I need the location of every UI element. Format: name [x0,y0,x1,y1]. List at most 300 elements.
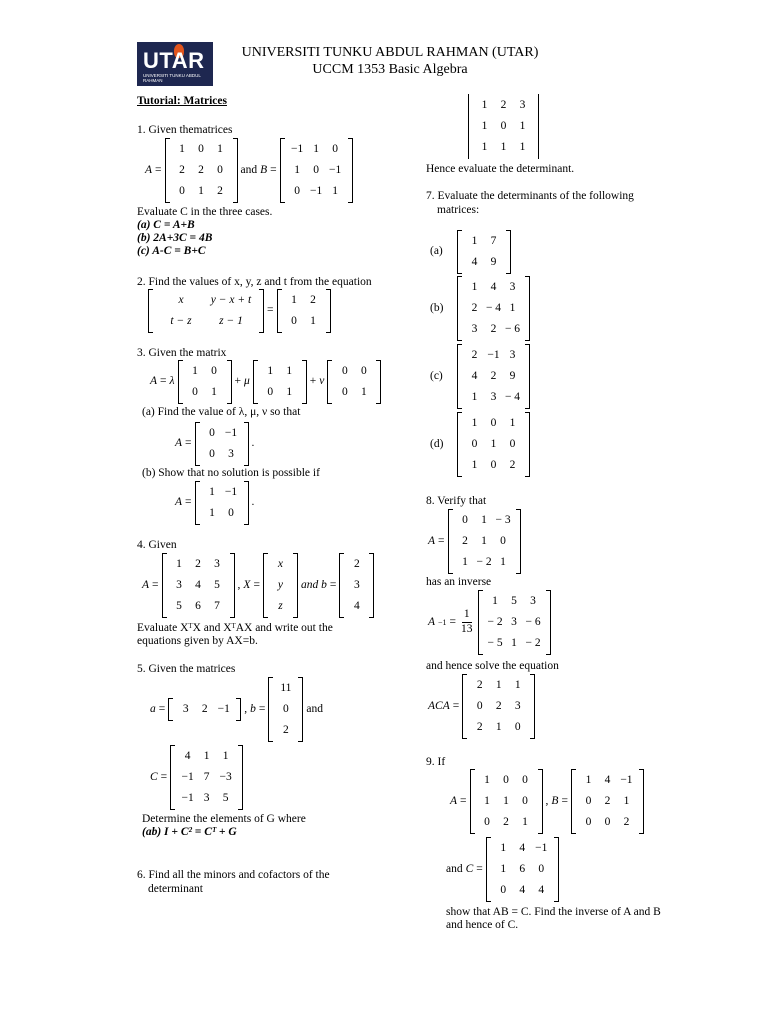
q3-matrix-3 [327,360,381,404]
q8-inverse-equation: A −1 = $\frac{1}{13}$ 1 5 3 − 2 3 − 6 − 5 1 − 2 [428,590,551,655]
matrix-entry: 1 [484,774,490,786]
q4-intro: 4. Given [137,539,177,551]
matrix-entry: 0 [500,120,507,132]
matrix-entry: − 6 [504,323,521,335]
matrix-grid [153,289,259,333]
bracket-right [244,481,249,525]
matrix-entry: 1 [217,143,223,155]
matrix-entry: 0 [514,721,521,733]
matrix-entry: 0 [209,448,215,460]
matrix-entry: − 4 [504,391,521,403]
matrix-entry: 7 [490,235,497,247]
q6-after: Hence evaluate the determinant. [426,163,575,175]
matrix-entry: 1 [471,391,478,403]
matrix-entry: 2 [201,703,208,715]
matrix-entry: 2 [490,370,497,382]
q7-item-c [430,344,530,409]
matrix-entry: 1 [209,486,215,498]
q7-matrix-a [457,230,511,274]
matrix-entry: 1 [490,438,497,450]
matrix-grid [200,422,244,466]
matrix-entry: 1 [462,556,468,568]
q9-text-2: and hence of C. [446,919,519,931]
q5-matrix-a [168,698,241,721]
matrix-entry: 4 [538,884,545,896]
bracket-right [525,412,530,477]
matrix-entry: 0 [509,438,516,450]
matrix-grid [167,553,230,618]
matrix-entry: 1 [500,863,507,875]
bracket-right [238,745,243,810]
matrix-grid [483,590,546,655]
matrix-entry: 1 [503,795,509,807]
matrix-entry: 3 [176,579,182,591]
university-title: UNIVERSITI TUNKU ABDUL RAHMAN (UTAR) [241,45,539,60]
q7-item-a [430,230,511,274]
matrix-entry: − 2 [525,637,541,649]
matrix-entry: 0 [228,507,234,519]
bracket-right [525,276,530,341]
matrix-entry: x [178,294,184,306]
matrix-entry: − 5 [487,637,503,649]
matrix-entry: 3 [228,448,234,460]
matrix-entry: 0 [198,143,204,155]
matrix-entry: 1 [509,302,516,314]
matrix-entry: 2 [503,816,509,828]
q9-matrix-C [486,837,559,902]
matrix-entry: 4 [519,842,526,854]
matrix-grid [462,276,525,341]
q9-matrix-B [571,769,644,834]
matrix-entry: 3 [214,558,220,570]
matrix-entry: 3 [509,281,516,293]
q5-c-equation: C = 4 1 1 −1 7 −3 −1 3 5 [150,745,243,810]
q8-frac-den: 13 [461,623,473,635]
matrix-entry: 1 [522,816,528,828]
q7-item-d [430,412,530,477]
bracket-right [369,553,374,618]
q8-A-equation: A = 0 1 − 3 2 1 0 1 − 2 1 [428,509,521,574]
matrix-entry: 3 [519,99,526,111]
matrix-entry: 1 [198,185,204,197]
matrix-entry: − 3 [495,514,511,526]
matrix-entry: 1 [500,556,506,568]
q2-intro: 2. Find the values of x, y, z and t from the equation [137,276,372,288]
q1-instruction: Evaluate C in the three cases. [137,206,273,218]
q9-matrix-A [470,769,543,834]
bracket-right [506,230,511,274]
matrix-entry: t − z [170,315,192,327]
q6-determinant [468,94,539,159]
matrix-entry: 3 [530,595,536,607]
matrix-entry: 0 [484,816,490,828]
matrix-entry: 1 [481,535,487,547]
bracket-right [227,360,232,404]
matrix-entry: 0 [291,315,297,327]
q3-matrix-Aa [195,422,249,466]
q1-case-b: (b) 2A+3C = 4B [137,232,213,244]
matrix-entry: 2 [623,816,630,828]
matrix-entry: z − 1 [219,315,243,327]
matrix-entry: 1 [519,141,526,153]
matrix-entry: −1 [487,349,500,361]
matrix-entry: − 2 [476,556,492,568]
matrix-entry: 0 [332,143,339,155]
q1-matrix-B [280,138,353,203]
bracket-right [298,677,303,742]
matrix-entry: 2 [198,164,204,176]
matrix-grid [183,360,227,404]
matrix-entry: 1 [495,679,502,691]
q4-matrix-A [162,553,235,618]
matrix-entry: 1 [481,120,488,132]
bracket-right [516,509,521,574]
tutorial-title: Tutorial: Matrices [137,95,227,107]
matrix-entry: 4 [519,884,526,896]
matrix-grid [467,674,530,739]
matrix-entry: 0 [283,703,289,715]
matrix-entry: 1 [471,459,478,471]
matrix-grid [285,138,348,203]
q4-equation: A = 1 2 3 3 4 5 5 6 7 , X = x y z and b = 2 3 4 [142,553,374,618]
q3-b-equation: A = 1 −1 1 0 . [175,481,254,525]
q2-matrix-left [148,289,264,333]
matrix-entry: 1 [286,386,293,398]
q3-equation: A = λ 1 0 0 1 + μ 1 1 0 1 + ν 0 0 0 1 [150,360,381,404]
q9-and: and [446,862,463,875]
matrix-entry: 2 [509,459,516,471]
matrix-entry: 1 [495,721,502,733]
matrix-entry: 2 [604,795,611,807]
q5-text-2: (ab) I + C² = Cᵀ + G [142,826,237,838]
matrix-entry: y − x + t [210,294,252,306]
matrix-grid [576,769,639,834]
matrix-entry: 0 [500,535,506,547]
q8-frac-num: 1 [462,608,472,623]
matrix-entry: 0 [471,438,478,450]
matrix-entry: 1 [179,143,185,155]
matrix-entry: 0 [211,365,217,377]
matrix-entry: −1 [181,792,194,804]
bracket-right [530,674,535,739]
matrix-grid [491,837,554,902]
q7-matrix-b [457,276,530,341]
matrix-entry: x [277,558,283,570]
matrix-entry: 1 [471,281,478,293]
q3-part-b: (b) Show that no solution is possible if [142,467,320,479]
bracket-right [302,360,307,404]
matrix-entry: 1 [481,514,487,526]
bracket-right [376,360,381,404]
matrix-entry: 3 [471,323,478,335]
matrix-entry: 1 [519,120,526,132]
matrix-entry: 1 [514,679,521,691]
q4-text-2: equations given by AX=b. [137,635,258,647]
bracket-right [293,553,298,618]
matrix-entry: 1 [332,185,339,197]
matrix-entry: −1 [310,185,323,197]
matrix-entry: 1 [492,595,498,607]
q7-matrix-d [457,412,530,477]
matrix-entry: −1 [620,774,633,786]
bracket-right [546,590,551,655]
matrix-entry: 1 [286,365,293,377]
matrix-entry: y [277,579,283,591]
q6-line-2: determinant [148,883,203,895]
q5-ab-equation: a = 3 2 −1 , b = 11 0 2 and [150,677,323,742]
q5-matrix-b [268,677,303,742]
bracket-right [348,138,353,203]
q3-matrix-1 [178,360,232,404]
matrix-entry: −1 [535,842,548,854]
q5-text-1: Determine the elements of G where [142,813,306,825]
matrix-entry: 1 [509,417,516,429]
matrix-entry: 0 [267,386,274,398]
q1-equation: A = 1 0 1 2 2 0 0 1 2 and B = −1 1 0 1 0 −1 0 −1 1 [145,138,353,203]
q3-part-a: (a) Find the value of λ, μ, ν so that [142,406,301,418]
matrix-entry: 5 [511,595,517,607]
matrix-entry: 4 [490,281,497,293]
matrix-entry: 3 [511,616,517,628]
bracket-right [538,769,543,834]
matrix-grid [258,360,302,404]
q8-matrix-Ainv [478,590,551,655]
matrix-entry: −3 [219,771,232,783]
q8-fraction [461,608,473,637]
matrix-entry: 1 [585,774,592,786]
q8-solve-text: and hence solve the equation [426,660,559,672]
q5-intro: 5. Given the matrices [137,663,236,675]
matrix-entry: 5 [214,579,220,591]
q1-case-a: (a) C = A+B [137,219,195,231]
q3-matrix-2 [253,360,307,404]
matrix-entry: 1 [203,750,210,762]
q3-matrix-Ab [195,481,249,525]
q2-matrix-right [277,289,331,333]
matrix-entry: 0 [585,795,592,807]
matrix-entry: 0 [490,459,497,471]
matrix-entry: − 6 [525,616,541,628]
matrix-entry: 2 [283,724,289,736]
matrix-entry: 4 [184,750,191,762]
bracket-right [639,769,644,834]
matrix-entry: 3 [203,792,210,804]
matrix-entry: 0 [604,816,611,828]
matrix-entry: 0 [209,427,215,439]
q9-text-1: show that AB = C. Find the inverse of A and B [446,906,661,918]
matrix-grid [273,677,298,742]
matrix-grid [268,553,293,618]
q3-a-equation: A = 0 −1 0 3 . [175,422,254,466]
matrix-entry: 2 [476,679,483,691]
q2-equation: x y − x + t t − z z − 1 = 1 2 0 1 [148,289,331,333]
matrix-entry: 2 [195,558,201,570]
q9-AB-equation: A = 1 0 0 1 1 0 0 2 1 , B = 1 4 −1 0 2 1 0 0 2 [450,769,644,834]
matrix-entry: 3 [514,700,521,712]
matrix-entry: 0 [313,164,320,176]
matrix-entry: 4 [604,774,611,786]
q6-line-1: 6. Find all the minors and cofactors of the [137,869,330,881]
matrix-entry: 5 [222,792,229,804]
bracket-right [236,698,241,721]
matrix-entry: 2 [462,535,468,547]
matrix-entry: 9 [509,370,516,382]
matrix-entry: 1 [310,315,316,327]
matrix-entry: 1 [294,164,301,176]
matrix-entry: 1 [500,141,507,153]
q8-aca-equation: ACA = 2 1 1 0 2 3 2 1 0 [428,674,535,739]
bracket-right [244,422,249,466]
matrix-entry: 1 [176,558,182,570]
matrix-entry: 1 [511,637,517,649]
q5-matrix-C [170,745,243,810]
q7-label-a: (a) [430,245,443,258]
matrix-grid [472,94,535,159]
matrix-grid [344,553,369,618]
matrix-entry: −1 [291,143,304,155]
matrix-entry: 4 [471,256,478,268]
matrix-entry: 0 [294,185,301,197]
q4-text-1: Evaluate XᵀX and XᵀAX and write out the [137,622,333,634]
matrix-entry: 0 [476,700,483,712]
matrix-entry: 2 [217,185,223,197]
matrix-entry: 1 [192,365,198,377]
matrix-entry: 1 [211,386,217,398]
matrix-entry: − 4 [485,302,502,314]
matrix-entry: 1 [222,750,229,762]
matrix-entry: 7 [203,771,210,783]
matrix-grid [332,360,376,404]
matrix-entry: 2 [495,700,502,712]
matrix-grid [453,509,516,574]
bracket-right [230,553,235,618]
matrix-entry: 2 [500,99,507,111]
matrix-entry: 1 [267,365,274,377]
matrix-entry: 2 [471,349,478,361]
utar-logo [137,42,213,86]
matrix-entry: 2 [476,721,483,733]
matrix-entry: −1 [181,771,194,783]
matrix-grid [462,344,525,409]
q7-matrix-c [457,344,530,409]
matrix-entry: 0 [522,795,528,807]
matrix-entry: 0 [500,884,507,896]
q1-intro: 1. Given thematrices [137,124,233,136]
matrix-entry: 4 [471,370,478,382]
matrix-entry: 1 [484,795,490,807]
matrix-grid [175,745,238,810]
matrix-entry: 0 [503,774,509,786]
matrix-entry: 2 [471,302,478,314]
bracket-right [326,289,331,333]
bracket-right [538,94,539,159]
q8-intro: 8. Verify that [426,495,487,507]
q3-intro: 3. Given the matrix [137,347,227,359]
matrix-entry: 0 [217,164,223,176]
q7-line-1: 7. Evaluate the determinants of the following [426,190,634,202]
matrix-grid [170,138,233,203]
matrix-entry: 3 [490,391,497,403]
matrix-entry: 0 [361,365,367,377]
matrix-entry: 0 [462,514,468,526]
matrix-entry: 0 [490,417,497,429]
matrix-entry: 1 [481,99,488,111]
matrix-entry: 9 [490,256,497,268]
q7-label-c: (c) [430,369,443,382]
q6-matrix [468,94,539,159]
matrix-entry: 1 [361,386,367,398]
course-title: UCCM 1353 Basic Algebra [312,62,468,77]
matrix-entry: 11 [280,682,292,694]
q4-matrix-X [263,553,298,618]
matrix-grid [282,289,326,333]
matrix-entry: 1 [209,507,215,519]
matrix-entry: 1 [313,143,320,155]
matrix-entry: 1 [291,294,297,306]
matrix-entry: 1 [471,417,478,429]
bracket-right [233,138,238,203]
logo-subtext: UNIVERSITI TUNKU ABDUL RAHMAN [143,73,201,84]
matrix-entry: −1 [224,486,238,498]
matrix-entry: 3 [509,349,516,361]
q8-has-inverse: has an inverse [426,576,492,588]
matrix-entry: z [278,600,283,612]
matrix-grid [475,769,538,834]
matrix-entry: 1 [471,235,478,247]
matrix-entry: 1 [500,842,507,854]
q1-case-c: (c) A-C = B+C [137,245,206,257]
q8-matrix-ACA [462,674,535,739]
logo-text: UTAR [143,48,205,73]
q8-matrix-A [448,509,521,574]
matrix-entry: −1 [217,703,230,715]
q9-C-equation: and C = 1 4 −1 1 6 0 0 4 4 [446,837,559,902]
matrix-entry: 4 [195,579,201,591]
matrix-grid [200,481,244,525]
q7-item-b [430,276,530,341]
matrix-entry: 3 [182,703,189,715]
q7-label-b: (b) [430,301,444,314]
matrix-entry: 6 [195,600,201,612]
matrix-entry: −1 [329,164,342,176]
matrix-entry: 0 [192,386,198,398]
matrix-entry: 4 [353,600,360,612]
matrix-entry: − 2 [487,616,503,628]
matrix-entry: 2 [490,323,497,335]
matrix-entry: 7 [214,600,220,612]
matrix-grid [462,412,525,477]
matrix-entry: 2 [353,558,360,570]
matrix-entry: 0 [585,816,592,828]
matrix-entry: 2 [310,294,316,306]
matrix-entry: 0 [342,365,348,377]
matrix-entry: 3 [353,579,360,591]
bracket-right [525,344,530,409]
matrix-entry: 0 [179,185,185,197]
matrix-entry: 0 [538,863,545,875]
matrix-entry: 1 [481,141,488,153]
bracket-left [468,94,469,159]
q4-matrix-b [339,553,374,618]
matrix-grid [173,698,236,721]
q1-matrix-A [165,138,238,203]
matrix-entry: 0 [522,774,528,786]
bracket-right [554,837,559,902]
matrix-entry: 6 [519,863,526,875]
matrix-entry: −1 [224,427,238,439]
matrix-grid [462,230,506,274]
q7-line-2: matrices: [437,204,480,216]
